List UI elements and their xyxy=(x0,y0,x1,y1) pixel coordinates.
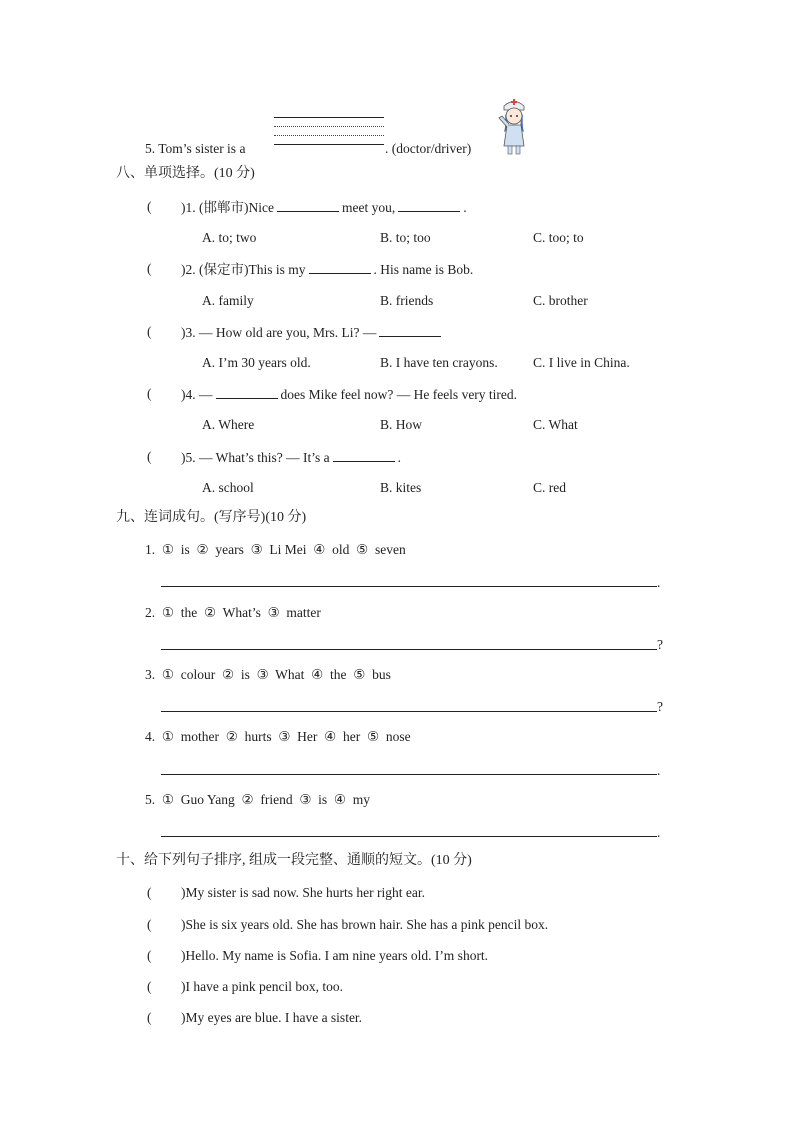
option-a: A. to; two xyxy=(202,230,257,245)
answer-paren: ( xyxy=(147,885,152,900)
option-c: C. red xyxy=(533,480,566,495)
answer-blank[interactable] xyxy=(277,199,339,212)
section-9-heading: 九、连词成句。(写序号)(10 分) xyxy=(116,510,307,525)
sentence-item: )My sister is sad now. She hurts her right ear. xyxy=(181,885,425,900)
end-punctuation: . xyxy=(657,763,661,778)
option-c: C. I live in China. xyxy=(533,355,630,370)
question-5-hint: . (doctor/driver) xyxy=(385,141,472,156)
answer-blank[interactable] xyxy=(216,386,278,399)
answer-paren: ( xyxy=(147,449,152,464)
answer-paren: ( xyxy=(147,1010,152,1025)
option-a: A. I’m 30 years old. xyxy=(202,355,311,370)
option-b: B. kites xyxy=(380,480,422,495)
sentence-item: )She is six years old. She has brown hair. She has a pink pencil box. xyxy=(181,917,549,932)
section-8-heading: 八、单项选择。(10 分) xyxy=(116,166,255,181)
word-order-item: 2. ① the ② What’s ③ matter xyxy=(145,605,321,620)
answer-line[interactable] xyxy=(161,649,657,650)
answer-paren: ( xyxy=(147,948,152,963)
sentence-item: )Hello. My name is Sofia. I am nine years old. I’m short. xyxy=(181,948,489,963)
question-stem: )1. (邯郸市)Nice meet you, . xyxy=(181,200,467,215)
section-10-heading: 十、给下列句子排序, 组成一段完整、通顺的短文。(10 分) xyxy=(116,853,472,868)
end-punctuation: . xyxy=(657,575,661,590)
nurse-illustration-icon xyxy=(494,96,534,156)
answer-blank[interactable] xyxy=(309,261,371,274)
end-punctuation: ? xyxy=(657,699,663,714)
answer-blank[interactable] xyxy=(398,199,460,212)
end-punctuation: . xyxy=(657,825,661,840)
answer-paren: ( xyxy=(147,979,152,994)
answer-line[interactable] xyxy=(161,836,657,837)
question-stem: )2. (保定市)This is my . His name is Bob. xyxy=(181,262,474,277)
question-stem: )5. — What’s this? — It’s a . xyxy=(181,450,401,465)
answer-blank[interactable] xyxy=(379,324,441,337)
option-a: A. family xyxy=(202,293,254,308)
option-b: B. I have ten crayons. xyxy=(380,355,498,370)
option-c: C. brother xyxy=(533,293,588,308)
option-b: B. to; too xyxy=(380,230,431,245)
sentence-item: )I have a pink pencil box, too. xyxy=(181,979,343,994)
question-5-prefix: 5. Tom’s sister is a xyxy=(145,141,246,156)
answer-blank[interactable] xyxy=(333,449,395,462)
writing-line xyxy=(274,117,384,118)
writing-line-dotted xyxy=(274,126,384,127)
answer-paren: ( xyxy=(147,261,152,276)
sentence-item: )My eyes are blue. I have a sister. xyxy=(181,1010,363,1025)
answer-paren: ( xyxy=(147,386,152,401)
option-b: B. How xyxy=(380,417,423,432)
option-a: A. Where xyxy=(202,417,255,432)
question-stem: )4. — does Mike feel now? — He feels very tired. xyxy=(181,387,518,402)
option-c: C. too; to xyxy=(533,230,584,245)
word-order-item: 4. ① mother ② hurts ③ Her ④ her ⑤ nose xyxy=(145,729,411,744)
answer-paren: ( xyxy=(147,324,152,339)
answer-line[interactable] xyxy=(161,586,657,587)
word-order-item: 3. ① colour ② is ③ What ④ the ⑤ bus xyxy=(145,667,391,682)
end-punctuation: ? xyxy=(657,637,663,652)
answer-paren: ( xyxy=(147,199,152,214)
option-b: B. friends xyxy=(380,293,434,308)
writing-line xyxy=(274,144,384,145)
writing-line-dotted xyxy=(274,135,384,136)
question-stem: )3. — How old are you, Mrs. Li? — xyxy=(181,324,444,341)
option-a: A. school xyxy=(202,480,254,495)
word-order-item: 5. ① Guo Yang ② friend ③ is ④ my xyxy=(145,792,371,807)
answer-line[interactable] xyxy=(161,774,657,775)
answer-paren: ( xyxy=(147,917,152,932)
option-c: C. What xyxy=(533,417,578,432)
word-order-item: 1. ① is ② years ③ Li Mei ④ old ⑤ seven xyxy=(145,542,406,557)
answer-line[interactable] xyxy=(161,711,657,712)
